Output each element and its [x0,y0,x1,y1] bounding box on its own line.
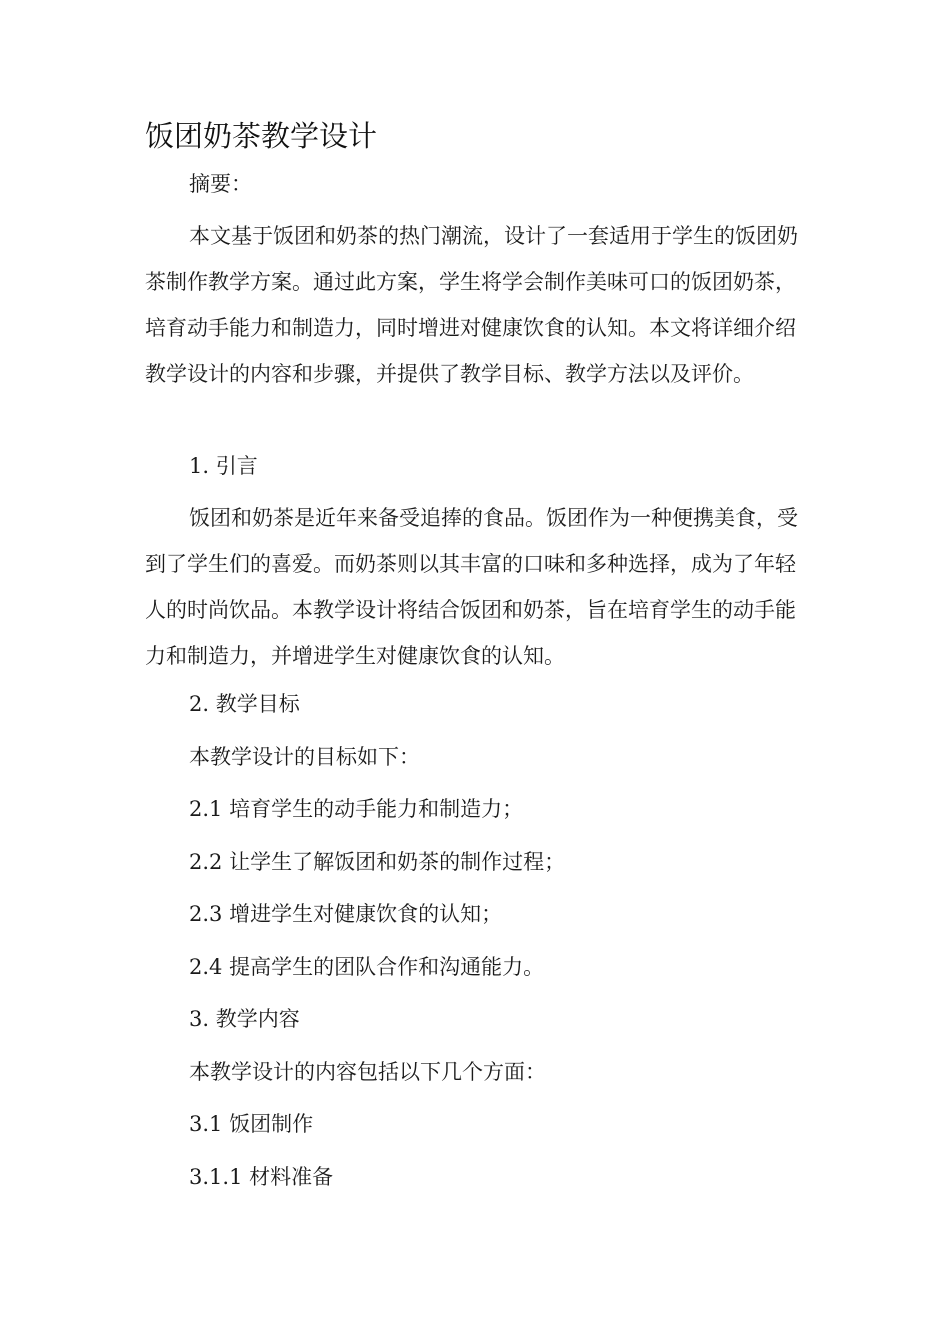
section-1-text: 饭团和奶茶是近年来备受追捧的食品。饭团作为一种便携美食，受到了学生们的喜爱。而奶茶则以其丰富的口味和多种选择，成为了年轻人的时尚饮品。本教学设计将结合饭团和奶茶，旨在培育学生的动手能力和制造力，并增进学生对健康饮食的认知。 [145,506,798,668]
goal-item-2: 2.2 让学生了解饭团和奶茶的制作过程； [189,850,566,874]
goal-item-1: 2.1 培育学生的动手能力和制造力； [189,797,524,821]
goal-item-3: 2.3 增进学生对健康饮食的认知； [189,902,503,926]
subsection-3-1: 3.1 饭团制作 [189,1112,314,1136]
abstract-text: 本文基于饭团和奶茶的热门潮流，设计了一套适用于学生的饭团奶茶制作教学方案。通过此方案，学生将学会制作美味可口的饭团奶茶，培育动手能力和制造力，同时增进对健康饮食的认知。本文将详细介绍教学设计的内容和步骤，并提供了教学目标、教学方法以及评价。 [145,224,798,386]
document-title: 饭团奶茶教学设计 [145,119,378,153]
section-2-intro: 本教学设计的目标如下： [189,745,420,769]
abstract-label: 摘要： [189,172,252,196]
section-3-heading: 3. 教学内容 [189,1007,300,1031]
section-3-intro: 本教学设计的内容包括以下几个方面： [189,1060,546,1084]
section-1-heading: 1. 引言 [189,454,258,478]
subsection-3-1-1: 3.1.1 材料准备 [189,1165,334,1189]
section-2-heading: 2. 教学目标 [189,692,300,716]
goal-item-4: 2.4 提高学生的团队合作和沟通能力。 [189,955,545,979]
